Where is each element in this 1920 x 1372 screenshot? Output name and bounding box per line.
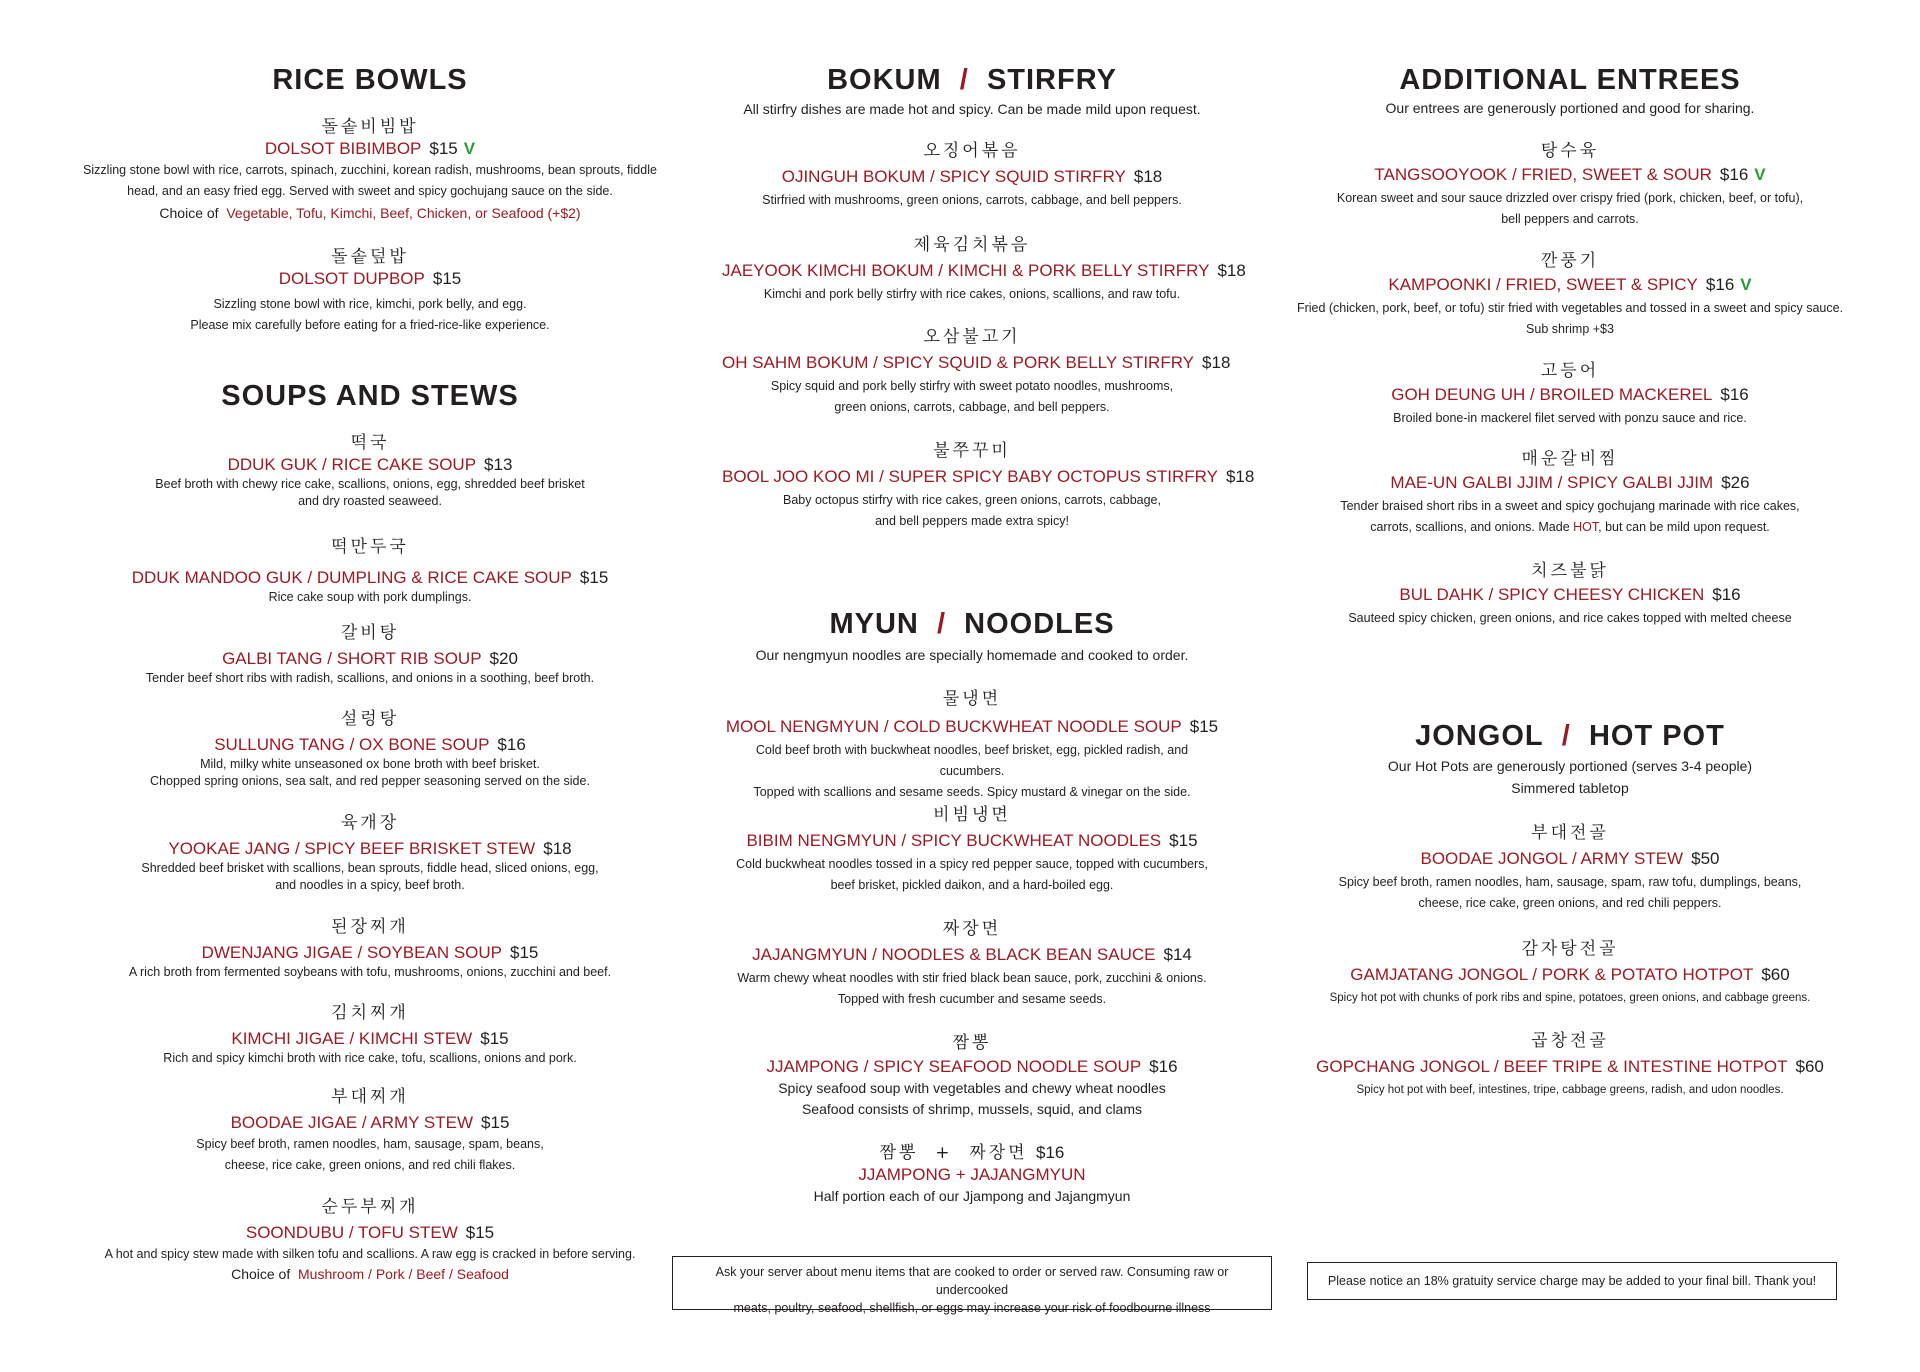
korean-name: 오징어볶음 xyxy=(923,141,1021,161)
item-name-en: OJINGUH BOKUM / SPICY SQUID STIRFRY xyxy=(781,167,1126,186)
vegetarian-badge: V xyxy=(463,139,476,158)
item-description: Spicy hot pot with chunks of pork ribs and spine, potatoes, green onions, and cabbage greens. xyxy=(1329,992,1811,1004)
menu-item-soondubu xyxy=(70,1196,670,1283)
item-description: Beef broth with chewy rice cake, scallions, onions, egg, shredded beef brisket xyxy=(155,477,585,491)
item-name xyxy=(70,567,670,589)
item-name-en: BOODAE JIGAE / ARMY STEW xyxy=(230,1113,474,1132)
item-description: Seafood consists of shrimp, mussels, squid, and clams xyxy=(801,1101,1143,1117)
korean-name: 순두부찌개 xyxy=(321,1197,419,1217)
item-price: $15 xyxy=(432,269,462,288)
korean-name: 탕수육 xyxy=(1540,141,1600,161)
item-name xyxy=(70,268,670,290)
choice-options: Vegetable, Tofu, Kimchi, Beef, Chicken, or Seafood (+$2) xyxy=(226,205,581,221)
combo-korean-name xyxy=(722,1142,1222,1164)
item-description: A hot and spicy stew made with silken tofu and scallions. A raw egg is cracked in before serving. xyxy=(104,1247,636,1261)
korean-name: 설렁탕 xyxy=(340,709,400,729)
item-name-en: JJAMPONG + JAJANGMYUN xyxy=(858,1165,1086,1184)
item-description: Chopped spring onions, sea salt, and red pepper seasoning served on the side. xyxy=(150,774,590,788)
item-name-en: JAEYOOK KIMCHI BOKUM / KIMCHI & PORK BELLY STIRFRY xyxy=(722,261,1210,280)
menu-item-mae-un-galbi-jjim xyxy=(1295,448,1845,538)
menu-item-bool-joo-koo-mi xyxy=(722,440,1255,532)
item-name-en: BOODAE JONGOL / ARMY STEW xyxy=(1420,849,1684,868)
item-description: green onions, carrots, cabbage, and bell peppers. xyxy=(834,400,1110,414)
menu-item-jjampong xyxy=(722,1032,1222,1120)
item-description: Topped with scallions and sesame seeds. Spicy mustard & vinegar on the side. xyxy=(753,785,1191,799)
item-name xyxy=(722,166,1222,188)
item-price: $15 xyxy=(481,1113,510,1132)
section-intro: Our entrees are generously portioned and good for sharing. xyxy=(1385,100,1755,116)
menu-item-bibim-nengmyun xyxy=(722,804,1222,896)
item-description: Spicy beef broth, ramen noodles, ham, sausage, spam, beans, xyxy=(196,1137,544,1151)
item-description: Sub shrimp +$3 xyxy=(1526,322,1614,336)
menu-item-dduk-guk xyxy=(70,432,670,510)
item-description: Tender braised short ribs in a sweet and spicy gochujang marinade with rice cakes, xyxy=(1340,499,1800,513)
item-price: $15 xyxy=(429,139,458,158)
item-name xyxy=(1295,384,1845,406)
item-description: bell peppers and carrots. xyxy=(1501,212,1639,226)
item-name-en: DWENJANG JIGAE / SOYBEAN SOUP xyxy=(201,943,502,962)
item-price: $18 xyxy=(1202,353,1231,372)
korean-name: 짬뽕 xyxy=(952,1033,992,1053)
item-description: Rice cake soup with pork dumplings. xyxy=(268,590,472,604)
item-description: Mild, milky white unseasoned ox bone broth with beef brisket. xyxy=(200,757,540,771)
item-name-en: BOOL JOO KOO MI / SUPER SPICY BABY OCTOPUS STIRFRY xyxy=(722,467,1218,486)
item-name-en: KIMCHI JIGAE / KIMCHI STEW xyxy=(231,1029,473,1048)
item-name-en: SOONDUBU / TOFU STEW xyxy=(245,1223,458,1242)
item-name-en: BUL DAHK / SPICY CHEESY CHICKEN xyxy=(1399,585,1705,604)
notice-line: meats, poultry, seafood, shellfish, or eggs may increase your risk of foodbourne illness xyxy=(733,1301,1211,1315)
choice-label: Choice of xyxy=(231,1266,291,1282)
menu-item-tangsooyook xyxy=(1295,140,1845,230)
item-description: Spicy hot pot with beef, intestines, tripe, cabbage greens, radish, and udon noodles. xyxy=(1356,1084,1784,1096)
item-name xyxy=(722,352,1231,374)
item-name-en: GOH DEUNG UH / BROILED MACKEREL xyxy=(1391,385,1713,404)
korean-name: 제육김치볶음 xyxy=(913,235,1031,255)
item-description: Sizzling stone bowl with rice, carrots, spinach, zucchini, korean radish, mushrooms, bean sprouts, fiddle xyxy=(83,163,657,177)
item-price: $15 xyxy=(1169,831,1198,850)
korean-name: 불쭈꾸미 xyxy=(933,441,1011,461)
item-name xyxy=(722,260,1246,282)
choice-options: Mushroom / Pork / Beef / Seafood xyxy=(298,1266,509,1282)
menu-item-sullung-tang xyxy=(70,708,670,790)
item-price: $15 xyxy=(465,1223,495,1242)
korean-name: 김치찌개 xyxy=(331,1003,409,1023)
item-description: Rich and spicy kimchi broth with rice cake, tofu, scallions, onions and pork. xyxy=(163,1051,577,1065)
vegetarian-badge: V xyxy=(1740,275,1752,294)
title-korean-part: BOKUM xyxy=(827,64,942,96)
section-title-jongol xyxy=(1295,720,1845,753)
item-name-en: GOPCHANG JONGOL / BEEF TRIPE & INTESTINE HOTPOT xyxy=(1316,1057,1788,1076)
item-name-en: GALBI TANG / SHORT RIB SOUP xyxy=(222,649,482,668)
item-name-en: SULLUNG TANG / OX BONE SOUP xyxy=(214,735,490,754)
menu-item-yookae-jang xyxy=(70,812,670,894)
item-choice xyxy=(70,202,670,224)
item-description: head, and an easy fried egg. Served with sweet and spicy gochujang sauce on the side. xyxy=(127,184,613,198)
menu-item-dolsot-bibimbop xyxy=(70,116,670,224)
item-description: Tender beef short ribs with radish, scallions, and onions in a soothing, beef broth. xyxy=(145,671,595,685)
item-price: $13 xyxy=(484,455,513,474)
korean-name: 갈비탕 xyxy=(340,623,400,643)
item-name xyxy=(722,1056,1222,1078)
desc-text: , but can be mild upon request. xyxy=(1598,520,1770,534)
item-name-en: DDUK GUK / RICE CAKE SOUP xyxy=(227,455,477,474)
item-price: $50 xyxy=(1691,849,1720,868)
item-name xyxy=(1295,964,1845,986)
menu-item-oh-sahm-bokum xyxy=(722,326,1231,418)
section-intro: Simmered tabletop xyxy=(1511,780,1629,796)
korean-name: 짬뽕 + 짜장면 xyxy=(879,1143,1028,1163)
notice-line: Ask your server about menu items that are cooked to order or served raw. Consuming raw or undercooked xyxy=(715,1265,1229,1297)
item-name xyxy=(1295,1056,1845,1078)
item-price: $18 xyxy=(1225,467,1255,486)
section-title-soups: SOUPS AND STEWS xyxy=(221,380,519,412)
menu-item-boodae-jongol xyxy=(1295,822,1845,914)
item-name xyxy=(1295,584,1845,606)
item-price: $15 xyxy=(510,943,539,962)
korean-name: 된장찌개 xyxy=(331,917,409,937)
item-description: Please mix carefully before eating for a fried-rice-like experience. xyxy=(190,318,550,332)
item-description: Stirfried with mushrooms, green onions, carrots, cabbage, and bell peppers. xyxy=(762,193,1182,207)
title-korean-part: MYUN xyxy=(829,608,919,640)
item-name-en: MAE-UN GALBI JJIM / SPICY GALBI JJIM xyxy=(1390,473,1714,492)
item-price: $18 xyxy=(1217,261,1246,280)
item-name xyxy=(70,1028,670,1050)
item-name xyxy=(1295,274,1845,296)
item-name-en: OH SAHM BOKUM / SPICY SQUID & PORK BELLY STIRFRY xyxy=(722,353,1195,372)
item-description: Cold buckwheat noodles tossed in a spicy red pepper sauce, topped with cucumbers, xyxy=(736,857,1208,871)
item-choice xyxy=(70,1265,670,1283)
korean-name: 감자탕전골 xyxy=(1521,939,1619,959)
item-price: $20 xyxy=(489,649,518,668)
item-name xyxy=(722,944,1222,966)
section-title-bokum xyxy=(722,64,1222,97)
raw-food-notice xyxy=(672,1256,1272,1315)
item-description: Cold beef broth with buckwheat noodles, beef brisket, egg, pickled radish, and cucumbers. xyxy=(755,743,1189,778)
item-name xyxy=(70,734,670,756)
item-price: $14 xyxy=(1163,945,1192,964)
item-description: Spicy squid and pork belly stirfry with sweet potato noodles, mushrooms, xyxy=(770,379,1174,393)
item-price: $18 xyxy=(543,839,572,858)
menu-item-ojinguh-bokum xyxy=(722,140,1222,211)
item-name-en: GAMJATANG JONGOL / PORK & POTATO HOTPOT xyxy=(1350,965,1754,984)
item-name xyxy=(70,1222,670,1244)
item-price: $16 xyxy=(1705,275,1735,294)
item-name-en: JAJANGMYUN / NOODLES & BLACK BEAN SAUCE xyxy=(752,945,1156,964)
item-price: $60 xyxy=(1795,1057,1824,1076)
item-name-en: DOLSOT DUPBOP xyxy=(278,269,425,288)
menu-item-gamjatang-jongol xyxy=(1295,938,1845,1009)
menu-item-dduk-mandoo-guk xyxy=(70,536,670,606)
korean-name: 부대찌개 xyxy=(331,1087,409,1107)
item-description: Spicy seafood soup with vegetables and chewy wheat noodles xyxy=(778,1080,1166,1096)
item-name xyxy=(70,1112,670,1134)
item-description: Broiled bone-in mackerel filet served with ponzu sauce and rice. xyxy=(1393,411,1747,425)
korean-name: 고등어 xyxy=(1540,361,1600,381)
item-description: Baby octopus stirfry with rice cakes, green onions, carrots, cabbage, xyxy=(783,493,1161,507)
item-description: Kimchi and pork belly stirfry with rice cakes, onions, scallions, and raw tofu. xyxy=(763,287,1181,301)
item-description: Sauteed spicy chicken, green onions, and rice cakes topped with melted cheese xyxy=(1348,611,1792,625)
korean-name: 육개장 xyxy=(340,813,400,833)
korean-name: 오삼불고기 xyxy=(923,327,1021,347)
item-name-en: BIBIM NENGMYUN / SPICY BUCKWHEAT NOODLES xyxy=(746,831,1162,850)
item-name xyxy=(70,138,670,160)
korean-name: 물냉면 xyxy=(942,689,1002,709)
item-description: and bell peppers made extra spicy! xyxy=(875,514,1069,528)
section-intro: All stirfry dishes are made hot and spicy. Can be made mild upon request. xyxy=(743,101,1201,117)
vegetarian-badge: V xyxy=(1754,165,1766,184)
item-name-en: KAMPOONKI / FRIED, SWEET & SPICY xyxy=(1388,275,1698,294)
item-name xyxy=(70,648,670,670)
item-price: $16 xyxy=(1720,385,1749,404)
menu-item-jajangmyun xyxy=(722,918,1222,1010)
section-intro: Our nengmyun noodles are specially homemade and cooked to order. xyxy=(755,647,1189,663)
item-description: and dry roasted seaweed. xyxy=(298,494,442,508)
menu-item-combo xyxy=(722,1142,1222,1207)
item-name xyxy=(1295,164,1845,186)
title-english-part: HOT POT xyxy=(1588,720,1725,752)
title-separator: / xyxy=(959,64,969,96)
item-price: $16 xyxy=(1149,1057,1178,1076)
menu-item-mool-nengmyun xyxy=(722,688,1222,803)
desc-text: carrots, scallions, and onions. Made xyxy=(1370,520,1574,534)
item-name-en: TANGSOOYOOK / FRIED, SWEET & SOUR xyxy=(1374,165,1712,184)
menu-item-jaeyook-kimchi-bokum xyxy=(722,234,1246,305)
item-description: Korean sweet and sour sauce drizzled over crispy fried (pork, chicken, beef, or tofu), xyxy=(1336,191,1804,205)
item-price: $15 xyxy=(480,1029,509,1048)
item-description: beef brisket, pickled daikon, and a hard-boiled egg. xyxy=(830,878,1114,892)
item-name-en: JJAMPONG / SPICY SEAFOOD NOODLE SOUP xyxy=(766,1057,1142,1076)
item-price: $60 xyxy=(1761,965,1790,984)
item-name-en: YOOKAE JANG / SPICY BEEF BRISKET STEW xyxy=(168,839,536,858)
section-title-entrees: ADDITIONAL ENTREES xyxy=(1399,64,1741,96)
item-price: $26 xyxy=(1721,473,1750,492)
item-name xyxy=(722,466,1255,488)
menu-item-bul-dahk xyxy=(1295,560,1845,629)
hot-label: HOT xyxy=(1573,520,1599,534)
item-price: $15 xyxy=(1189,717,1219,736)
section-title-myun xyxy=(722,608,1222,641)
item-price: $15 xyxy=(579,568,609,587)
korean-name: 부대전골 xyxy=(1531,823,1609,843)
item-name xyxy=(722,716,1222,738)
korean-name: 치즈불닭 xyxy=(1531,561,1609,581)
item-name xyxy=(722,830,1222,852)
title-english-part: NOODLES xyxy=(964,608,1115,640)
gratuity-notice: Please notice an 18% gratuity service charge may be added to your final bill. Thank you! xyxy=(1307,1262,1837,1300)
korean-name: 떡만두국 xyxy=(331,537,409,557)
item-name-en: MOOL NENGMYUN / COLD BUCKWHEAT NOODLE SOUP xyxy=(725,717,1182,736)
item-name-en: DOLSOT BIBIMBOP xyxy=(264,139,422,158)
item-description xyxy=(1295,517,1845,538)
menu-item-boodae-jigae xyxy=(70,1086,670,1176)
item-name xyxy=(70,838,670,860)
korean-name: 떡국 xyxy=(350,433,390,453)
item-name xyxy=(70,942,670,964)
korean-name: 돌솥덮밥 xyxy=(331,247,409,267)
item-name-en: DDUK MANDOO GUK / DUMPLING & RICE CAKE SOUP xyxy=(131,568,572,587)
item-description: Topped with fresh cucumber and sesame seeds. xyxy=(837,992,1107,1006)
menu-item-goh-deung-uh xyxy=(1295,360,1845,429)
korean-name: 짜장면 xyxy=(942,919,1002,939)
section-title-rice-bowls: RICE BOWLS xyxy=(272,64,468,96)
menu-item-dolsot-dupbop xyxy=(70,246,670,336)
korean-name: 깐풍기 xyxy=(1540,251,1600,271)
menu-item-dwenjang-jigae xyxy=(70,916,670,981)
item-description: Warm chewy wheat noodles with stir fried black bean sauce, pork, zucchini & onions. xyxy=(737,971,1207,985)
item-price: $16 xyxy=(1712,585,1741,604)
item-description: Half portion each of our Jjampong and Jajangmyun xyxy=(813,1188,1131,1204)
title-separator: / xyxy=(1561,720,1571,752)
korean-name: 곱창전골 xyxy=(1531,1031,1609,1051)
item-description: cheese, rice cake, green onions, and red chili flakes. xyxy=(224,1158,516,1172)
item-description: Sizzling stone bowl with rice, kimchi, pork belly, and egg. xyxy=(213,297,527,311)
title-separator: / xyxy=(936,608,947,640)
title-english-part: STIRFRY xyxy=(986,64,1117,96)
item-price: $16 xyxy=(497,735,526,754)
menu-item-galbi-tang xyxy=(70,622,670,687)
item-name xyxy=(1295,848,1845,870)
item-description: cheese, rice cake, green onions, and red chili peppers. xyxy=(1418,896,1722,910)
item-name xyxy=(1295,472,1845,494)
menu-item-kampoonki xyxy=(1295,250,1845,340)
choice-label: Choice of xyxy=(159,205,219,221)
item-description: and noodles in a spicy, beef broth. xyxy=(275,878,465,892)
item-description: Fried (chicken, pork, beef, or tofu) stir fried with vegetables and tossed in a sweet and spicy sauce. xyxy=(1296,301,1844,315)
item-price: $16 xyxy=(1036,1143,1065,1162)
item-description: Spicy beef broth, ramen noodles, ham, sausage, spam, raw tofu, dumplings, beans, xyxy=(1338,875,1802,889)
title-korean-part: JONGOL xyxy=(1415,720,1544,752)
korean-name: 돌솥비빔밥 xyxy=(321,117,419,137)
korean-name: 비빔냉면 xyxy=(933,805,1011,825)
menu-item-gopchang-jongol xyxy=(1295,1030,1845,1101)
menu-item-kimchi-jigae xyxy=(70,1002,670,1067)
item-price: $16 xyxy=(1719,165,1749,184)
item-description: A rich broth from fermented soybeans with tofu, mushrooms, onions, zucchini and beef. xyxy=(128,965,612,979)
korean-name: 매운갈비찜 xyxy=(1521,449,1619,469)
item-name xyxy=(70,454,670,476)
section-intro: Our Hot Pots are generously portioned (serves 3-4 people) xyxy=(1387,758,1753,774)
item-name xyxy=(722,1164,1222,1186)
item-price: $18 xyxy=(1133,167,1163,186)
item-description: Shredded beef brisket with scallions, bean sprouts, fiddle head, sliced onions, egg, xyxy=(141,861,599,875)
